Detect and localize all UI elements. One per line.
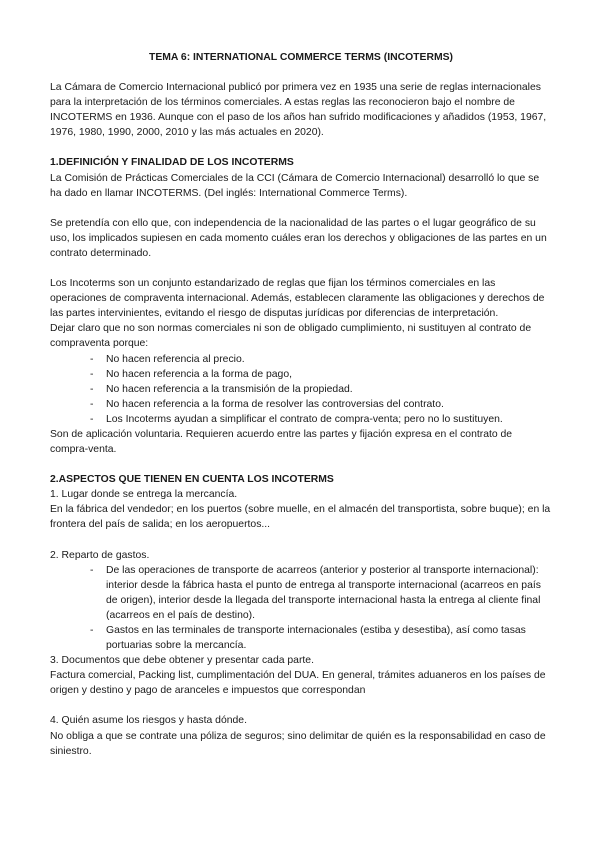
section-1-paragraph-1: La Comisión de Prácticas Comerciales de la CCI (Cámara de Comercio Internacional) desarrolló lo que se ha dado en llamar INCOTERMS. (Del inglés: International Commerce Terms). bbox=[50, 172, 540, 199]
document-title: TEMA 6: INTERNATIONAL COMMERCE TERMS (INCOTERMS) bbox=[148, 52, 453, 63]
item-1-title: 1. Lugar donde se entrega la mercancía. bbox=[50, 489, 238, 501]
section-1-bullet-list bbox=[50, 352, 552, 427]
item-2-bullet-list bbox=[50, 563, 552, 654]
document-page bbox=[50, 50, 552, 759]
section-1-paragraph-2: Se pretendía con ello que, con independencia de la nacionalidad de las partes o el lugar geográfico de su uso, los implicados supiesen en cada momento cuáles eran los derechos y obligaciones de las partes en un contrato determinado. bbox=[50, 217, 547, 259]
list-item: - No hacen referencia a la transmisión de la propiedad. bbox=[50, 382, 552, 397]
item-2-title: 2. Reparto de gastos. bbox=[50, 549, 150, 561]
item-4-text: No obliga a que se contrate una póliza de seguros; sino delimitar de quién es la responsabilidad en caso de siniestro. bbox=[50, 730, 546, 757]
list-item: - Los Incoterms ayudan a simplificar el contrato de compra-venta; pero no lo sustituyen. bbox=[50, 412, 552, 427]
item-3-title: 3. Documentos que debe obtener y presentar cada parte. bbox=[50, 655, 314, 667]
list-item: - Gastos en las terminales de transporte internacionales (estiba y desestiba), así como tasas portuarias sobre la mercancía. bbox=[50, 623, 552, 653]
list-item: - No hacen referencia al precio. bbox=[50, 352, 552, 367]
section-1-heading: 1.DEFINICIÓN Y FINALIDAD DE LOS INCOTERMS bbox=[50, 157, 294, 169]
list-item: - No hacen referencia a la forma de pago, bbox=[50, 367, 552, 382]
item-4-title: 4. Quién asume los riesgos y hasta dónde. bbox=[50, 715, 247, 727]
item-3-text: Factura comercial, Packing list, cumplimentación del DUA. En general, trámites aduaneros en los países de origen y destino y pago de aranceles e impuestos que correspondan bbox=[50, 670, 546, 697]
section-2-heading: 2.ASPECTOS QUE TIENEN EN CUENTA LOS INCOTERMS bbox=[50, 474, 334, 486]
item-1-text: En la fábrica del vendedor; en los puertos (sobre muelle, en el almacén del transportista, sobre buque); en la frontera del país de salida; en los aeropuertos... bbox=[50, 504, 551, 531]
section-1-paragraph-4: Dejar claro que no son normas comerciales ni son de obligado cumplimiento, ni sustituyen al contrato de compraventa porque: bbox=[50, 323, 532, 350]
list-item: - No hacen referencia a la forma de resolver las controversias del contrato. bbox=[50, 397, 552, 412]
list-item: - De las operaciones de transporte de acarreos (anterior y posterior al transporte internacional): interior desde la fábrica hasta el punto de entrega al transporte internacional (acarreos en país de origen), interior desde la llegada del transporte internacional hasta la entrega al cliente final (acarreos en el país de destino). bbox=[50, 563, 552, 623]
intro-paragraph: La Cámara de Comercio Internacional publicó por primera vez en 1935 una serie de reglas internacionales para la interpretación de los términos comerciales. A estas reglas las reconocieron bajo el nombre de INCOTERMS en 1936. Aunque con el paso de los años han sufrido modificaciones y añadidos (1953, 1967, 1976, 1980, 1990, 2000, 2010 y las más actuales en 2020). bbox=[50, 82, 547, 139]
section-1-paragraph-5: Son de aplicación voluntaria. Requieren acuerdo entre las partes y fijación expresa en el contrato de compra-venta. bbox=[50, 428, 513, 456]
section-1-paragraph-3: Los Incoterms son un conjunto estandarizado de reglas que fijan los términos comerciales en las operaciones de compraventa internacional. Además, establecen claramente las obligaciones y derechos de las partes intervinientes, evitando el riesgo de disputas jurídicas por diferencias de interpretación. bbox=[50, 278, 545, 320]
